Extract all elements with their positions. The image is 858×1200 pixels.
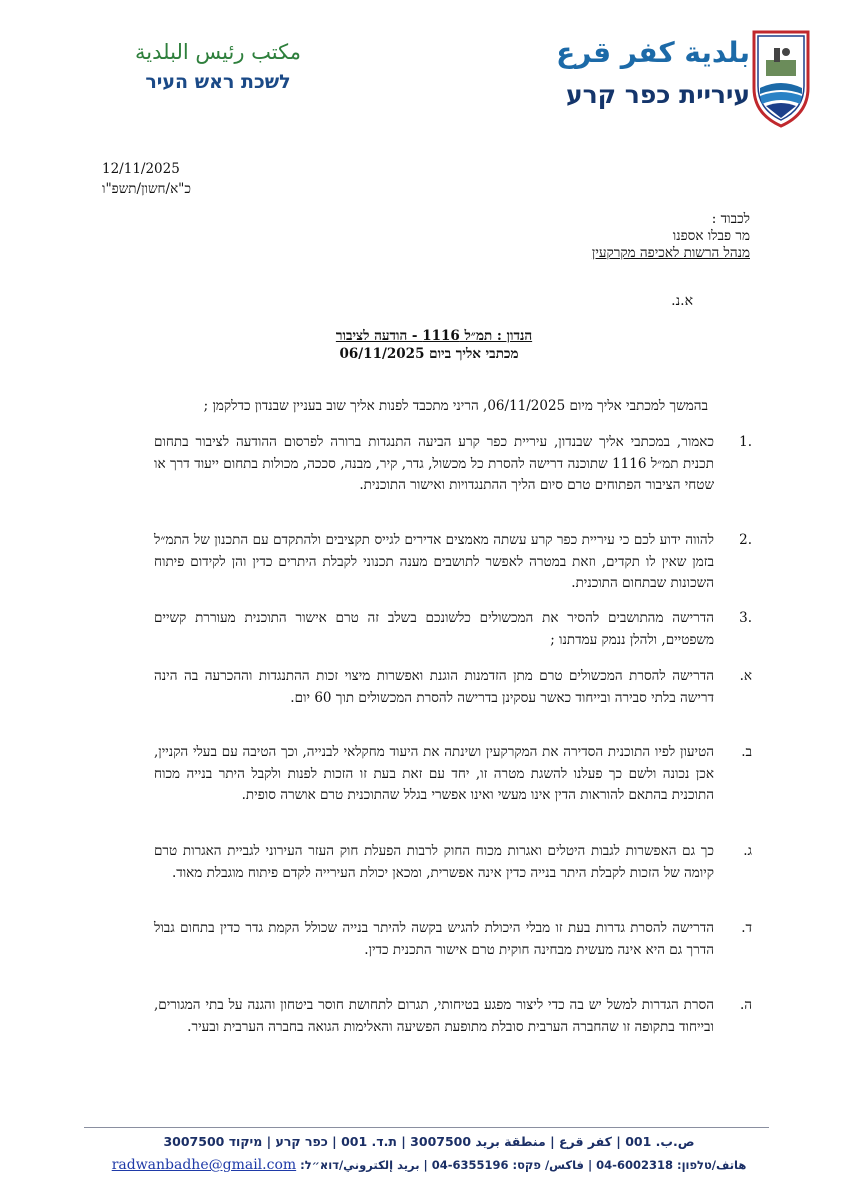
item-number: .1 xyxy=(739,434,752,450)
item-number: .2 xyxy=(739,532,752,548)
list-item xyxy=(154,530,752,595)
org-name-hebrew: עיריית כפר קרע xyxy=(565,80,750,109)
list-item xyxy=(154,841,752,884)
org-name-arabic: بلدية كفر قرع xyxy=(556,36,750,69)
list-item xyxy=(154,608,752,651)
item-letter: ה. xyxy=(739,997,752,1013)
subject-block xyxy=(0,327,858,363)
item-text: הדרישה להסרת המכשולים טרם מתן הזדמנות הוגנת ואפשרות מיצוי זכות ההתנגדות וההכרעה בה הינה דרישה בלתי סבירה ובייחוד כאשר עסקינן בדרישה להסרת המכשולים תוך 60 יום. xyxy=(154,668,714,706)
item-letter: א. xyxy=(739,668,752,684)
office-name-hebrew: לשכת ראש העיר xyxy=(145,71,291,93)
item-letter: ג. xyxy=(743,843,752,859)
list-item xyxy=(154,742,752,807)
municipality-logo xyxy=(752,30,810,128)
salutation: א.נ. xyxy=(671,293,693,309)
item-text: הסרת הגדרות למשל יש בה כדי ליצור מפגע בטיחותי, תגרום לתחושת חוסר ביטחון והגנה על בתי המגורים, ובייחוד בתקופה זו שהחברה הערבית סובלת מתופעת הפשיעה והאלימות הגואה בחברה הערבית ובעיר. xyxy=(154,997,714,1035)
footer-divider xyxy=(84,1127,769,1128)
recipient-block xyxy=(592,211,750,262)
letter-dates xyxy=(102,159,191,199)
footer-phones: هاتف/טלפון: 04-6002318 | فاكس/ פקס: 04-6355196 | بريد إلكتروني/דוא״ל: xyxy=(300,1158,747,1172)
subject-line: הנדון : תמ״ל 1116 - הודעה לציבור xyxy=(335,328,533,344)
list-item xyxy=(154,995,752,1038)
header-office xyxy=(128,38,308,96)
item-text: כאמור, במכתבי אליך שבנדון, עיריית כפר קרע הביעה התנגדות ברורה לפרסום ההודעה לציבור בתחום תכנית תמ״ל 1116 שתוכנה דרישה להסרת כל מכשול, גדר, קיר, מבנה, סככה, מכולות בתחום ייעוד דרך או שטחי הציבור הפתוחים טרם סיום הליך ההתנגדויות ואישור התוכנית. xyxy=(154,434,714,493)
footer-contact xyxy=(0,1155,858,1175)
item-text: להווה ידוע לכם כי עיריית כפר קרע עשתה מאמצים אדירים לגייס תקציבים ולהתקדם עם התכנון של התמ״ל בזמן שאין לו תקדים, וזאת במטרה לאפשר לתושבים מענה תכנוני לקבלת היתרים כדין והן לקידום פיתוח השכונות שבתחום התוכנית. xyxy=(154,532,714,591)
list-item xyxy=(154,666,752,709)
recipient-title: מנהל הרשות לאכיפה מקרקעין xyxy=(591,245,750,261)
item-text: הדרישה להסרת גדרות בעת זו מבלי היכולת להגיש בקשה להיתר בנייה שכולל הקמת גדר כדין בתחום גבול הדרך גם היא אינה מעשית מבחינה חוקית טרם אישור התכנית כדין. xyxy=(154,920,714,958)
recipient-honorific: לכבוד : xyxy=(711,211,750,227)
item-letter: ב. xyxy=(741,744,752,760)
office-name-arabic: مكتب رئيس البلدية xyxy=(135,40,301,64)
item-number: .3 xyxy=(739,610,752,626)
item-text: הדרישה מהתושבים להסיר את המכשולים כלשונכם בשלב זה טרם אישור התוכנית מעוררת קשיים משפטיים, ולהלן ננמק עמדתנו ; xyxy=(154,610,714,648)
footer-email-link[interactable]: radwanbadhe@gmail.com xyxy=(111,1157,297,1173)
item-text: הטיעון לפיו התוכנית הסדירה את המקרקעין ושינתה את היעוד מחקלאי לבנייה, וכך הטיבה עם בעלי הקניין, אכן נכונה ולשם כך פעלנו להשגת מטרה זו, יחד עם זאת בעת זו הזכות לפנות ולקבל היתר בנייה מכוח התוכנית בהתאם להוראות הדין אינו מעשי ואינו אפשרי בגלל שהתוכנית טרם אושרה סופית. xyxy=(154,744,714,803)
footer-address: ص.ب. 001 | كفر قرع | منطقة بريد 3007500 | ת.ד. 001 | כפר קרע | מיקוד 3007500 xyxy=(163,1134,695,1149)
recipient-name: מר פבלו אספנו xyxy=(672,228,750,244)
intro-paragraph: בהמשך למכתבי אליך מיום 06/11/2025, הריני מתכבד לפנות אליך שוב בעניין שבנדון כדלקמן ; xyxy=(203,398,708,414)
list-item xyxy=(154,432,752,497)
hebrew-date: כ"א/חשון/תשפ"ו xyxy=(102,181,191,197)
item-letter: ד. xyxy=(741,920,752,936)
list-item xyxy=(154,918,752,961)
gregorian-date: 12/11/2025 xyxy=(102,161,180,177)
subject-reference: מכתבי אליך ביום 06/11/2025 xyxy=(339,346,519,362)
header-org xyxy=(556,34,750,112)
item-text: כך גם האפשרות לגבות היטלים ואגרות מכוח החוק לרבות הפעלת חוק העזר העירוני לגביית האגרות טרם קיומה של הזכות לקבלת היתר בנייה כדין אינה אפשרית, ומכאן יכולת העירייה לקדם פיתוח מוגבלת מאוד. xyxy=(154,843,714,881)
